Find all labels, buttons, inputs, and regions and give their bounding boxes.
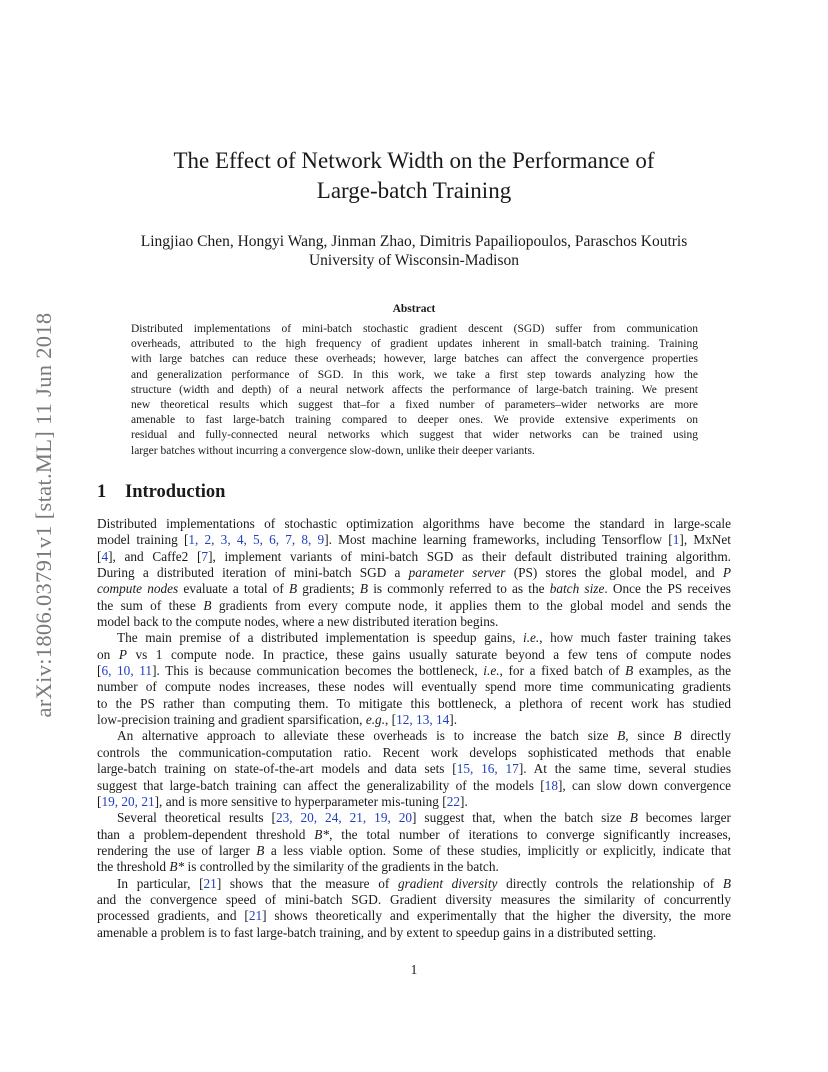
abstract-line: Distributed implementations of mini-batch stochastic gradient descent (SGD) suffer from communication	[131, 323, 698, 335]
abstract-line: structure (width and depth) of a neural network affects the performance of large-batch training. We present	[131, 383, 698, 396]
text-line: than a problem-dependent threshold B*, the total number of iterations to converge significantly increases,	[97, 826, 731, 842]
text-line: large-batch training on state-of-the-art models and data sets [15, 16, 17]. At the same time, several studies	[97, 761, 731, 777]
abstract-line: overheads, attributed to the high frequency of gradient updates inherent in small-batch training. Training	[131, 338, 698, 351]
author-list: Lingjiao Chen, Hongyi Wang, Jinman Zhao, Dimitris Papailiopoulos, Paraschos Koutris	[140, 233, 688, 250]
text-line: Several theoretical results [23, 20, 24, 21, 19, 20] suggest that, when the batch size B becomes larger	[117, 810, 731, 826]
section-number: 1	[97, 482, 107, 502]
citation-link[interactable]: 1, 2, 3, 4, 5, 6, 7, 8, 9	[188, 532, 325, 548]
text-line: suggest that large-batch training can affect the generalizability of the models [18], can slow down convergence	[97, 777, 731, 793]
text-line: model training [1, 2, 3, 4, 5, 6, 7, 8, 9]. Most machine learning frameworks, including Tensorflow [1], MxNet	[97, 532, 731, 548]
abstract-line: new theoretical results which suggest that–for a fixed number of parameters–wider networks are more	[131, 399, 698, 412]
citation-link[interactable]: 21	[203, 875, 217, 891]
arxiv-identifier-text: arXiv:1806.03791v1 [stat.ML] 11 Jun 2018	[31, 312, 56, 718]
abstract-line: residual and fully-connected neural networks which suggest that wider networks can be trained using	[131, 429, 698, 442]
text-line: the sum of these B gradients from every compute node, it applies them to the global model and sends the	[97, 597, 731, 613]
text-line: Distributed implementations of stochastic optimization algorithms have become the standard in large-scale	[97, 516, 731, 531]
abstract-line: amenable to fast large-batch training compared to deeper ones. We provide extensive experiments on	[131, 414, 698, 427]
abstract-body	[131, 322, 698, 459]
text-line: amenable a problem is to fast large-batch training, and by extent to speedup gains in a distributed setting.	[97, 924, 657, 940]
text-line: compute nodes evaluate a total of B gradients; B is commonly referred to as the batch size. Once the PS receives	[97, 581, 731, 597]
title-line: The Effect of Network Width on the Performance of	[173, 148, 655, 173]
abstract-line: and generalization performance of SGD. In this work, we take a first step towards analyzing how the	[131, 368, 698, 381]
page-number: 1	[410, 962, 418, 977]
text-line: [4], and Caffe2 [7], implement variants of mini-batch SGD as their default distributed training algorithm.	[97, 548, 731, 564]
text-line: number of compute nodes increases, these nodes will eventually spend more time communicating gradients	[97, 679, 731, 695]
text-line: and the convergence speed of mini-batch SGD. Gradient diversity measures the similarity of concurrently	[97, 891, 731, 907]
section-heading	[97, 482, 225, 503]
text-line: [6, 10, 11]. This is because communication becomes the bottleneck, i.e., for a fixed batch of B examples, as the	[97, 663, 732, 679]
abstract-line: larger batches without incurring a convergence slow-down, unlike their deeper variants.	[131, 444, 535, 457]
text-line: low-precision training and gradient sparsification, e.g., [12, 13, 14].	[97, 712, 458, 728]
citation-link[interactable]: 23, 20, 24, 21, 19, 20	[275, 810, 413, 826]
text-line: During a distributed iteration of mini-batch SGD a parameter server (PS) stores the global model, and P	[97, 565, 731, 581]
citation-link[interactable]: 21	[248, 908, 263, 924]
arxiv-identifier	[33, 285, 55, 745]
text-line: processed gradients, and [21] shows theoretically and experimentally that the higher the diversity, the more	[97, 908, 731, 924]
citation-link[interactable]: 4	[101, 548, 109, 564]
title-line: Large-batch Training	[316, 178, 512, 203]
paper-title	[60, 146, 768, 206]
text-line: model back to the compute nodes, where a new distributed iteration begins.	[97, 614, 499, 630]
citation-link[interactable]: 7	[201, 548, 209, 564]
citation-link[interactable]: 15, 16, 17	[456, 761, 519, 777]
text-line: rendering the use of larger B a less viable option. Some of these studies, implicitly or explicitly, indicate that	[97, 842, 731, 858]
text-line: The main premise of a distributed implementation is speedup gains, i.e., how much faster training takes	[117, 630, 731, 646]
citation-link[interactable]: 22	[446, 793, 461, 809]
body-text	[97, 516, 731, 941]
section-title: Introduction	[125, 482, 226, 502]
affiliation: University of Wisconsin-Madison	[308, 252, 520, 269]
text-line: [19, 20, 21], and is more sensitive to hyperparameter mis-tuning [22].	[97, 793, 468, 809]
citation-link[interactable]: 6, 10, 11	[101, 663, 153, 679]
text-line: controls the communication-computation ratio. Recent work develops sophisticated methods that enable	[97, 744, 731, 760]
author-block	[60, 232, 768, 270]
citation-link[interactable]: 18	[544, 777, 558, 793]
citation-link[interactable]: 12, 13, 14	[396, 712, 450, 728]
text-line: on P vs 1 compute node. In practice, these gains usually saturate beyond a few tens of compute nodes	[97, 646, 731, 662]
text-line: An alternative approach to alleviate these overheads is to increase the batch size B, since B directly	[117, 728, 731, 744]
text-line: the threshold B* is controlled by the similarity of the gradients in the batch.	[97, 859, 499, 875]
citation-link[interactable]: 19, 20, 21	[101, 793, 155, 809]
abstract-line: with large batches can reduce these overheads; however, large batches can affect the convergence properties	[131, 353, 698, 366]
text-line: to the PS rather than computing them. To mitigate this bottleneck, a plethora of recent work has studied	[97, 695, 731, 711]
citation-link[interactable]: 1	[672, 532, 680, 548]
abstract-heading: Abstract	[392, 303, 436, 315]
text-line: In particular, [21] shows that the measure of gradient diversity directly controls the relationship of B	[117, 875, 732, 891]
